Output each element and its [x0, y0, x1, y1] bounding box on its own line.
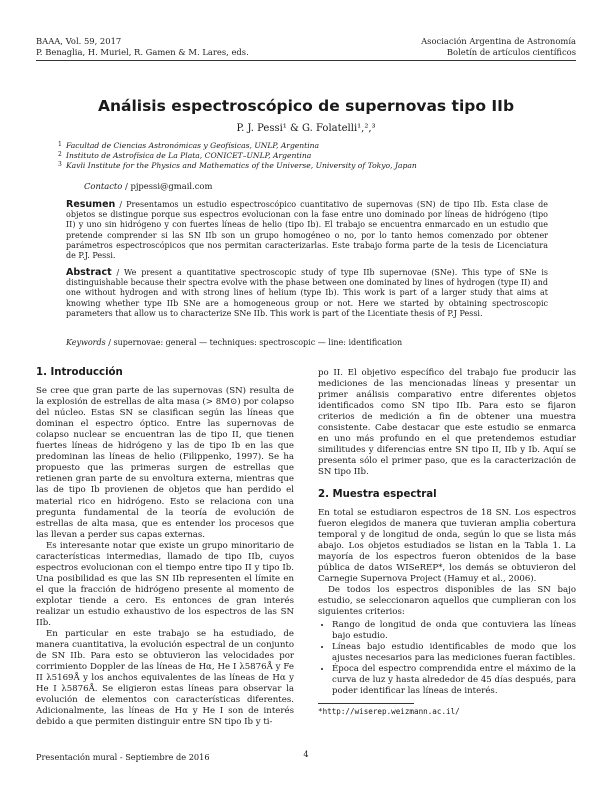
affiliation-1: 1 Facultad de Ciencias Astronómicas y Geofísicas, UNLP, Argentina — [58, 141, 320, 150]
affiliation-2: 2 Instituto de Astrofísica de La Plata, CONICET–UNLP, Argentina — [58, 151, 312, 160]
intro-paragraph-2: Es interesante notar que existe un grupo minoritario de características intermedias, llamado de tipo IIb, cuyos espectros evolucionan con el tiempo entre tipo II y tipo Ib. Una posibilidad es que las SN IIb representen el límite en el que la fracción de hidrógeno presente al momento de explotar tiende a cero. Es entonces de gran interés realizar un estudio exhaustivo de los espectros de las SN IIb. — [36, 540, 294, 629]
intro-paragraph-1: Se cree que gran parte de las supernovas (SN) resulta de la explosión de estrellas de alta masa (> 8M⊙) por colapso del núcleo. Estas SN se clasifican según las líneas que dominan el espectro óptico. Entre las supernovas de colapso nuclear se encuentran las de tipo II, que tienen fuertes líneas de hidrógeno y las de tipo Ib en las que predominan las líneas de helio (Filippenko, 1997). Se ha propuesto que las primeras surgen de estrellas que retienen gran parte de su envoltura externa, mientras que las de tipo Ib provienen de objetos que han perdido el material rico en hidrógeno. Esto se relaciona con una pregunta fundamental de la teoría de evolución de estrellas de alta masa, que es entender los procesos que las llevan a perder sus capas externas. — [36, 386, 294, 540]
criteria-list — [318, 620, 576, 697]
sample-paragraph-2: De todos los espectros disponibles de las SN bajo estudio, se seleccionaron aquellos que cumplieran con los siguientes criterios: — [318, 584, 576, 617]
section-1-heading: 1. Introducción — [36, 367, 123, 378]
abstract: Abstract / We present a quantitative spectroscopic study of type IIb supernovae (SNe). This type of SNe is distinguishable because their spectra evolve with the phase between one dominated by lines of hydrogen (type II) and one without hydrogen and with strong lines of helium (type Ib). This work is part of a larger study that aims at knowing whether type IIb SNe are a homogeneous group or not. Here we started by obtaining spectroscopic parameters that allow us to characterize SNe IIb. This work is part of the Licentiate thesis of P.J Pessi. — [66, 267, 548, 318]
header-rule — [36, 60, 576, 61]
list-item: • Época del espectro comprendida entre el máximo de la curva de luz y hasta alrededor de 45 días después, para poder identificar las líneas de interés. — [332, 664, 576, 697]
paper-authors: P. J. Pessi¹ & G. Folatelli¹,²,³ — [236, 123, 376, 134]
list-item: • Rango de longitud de onda que contuviera las líneas bajo estudio. — [332, 620, 576, 642]
sample-paragraph-1: En total se estudiaron espectros de 18 SN. Los espectros fueron elegidos de manera que tuvieran amplia cobertura temporal y de longitud de onda, según lo que se lista más abajo. Los objetos estudiados se listan en la Tabla 1. La mayoría de los espectros fueron obtenidos de la base pública de datos WISeREP*, los demás se obtuvieron del Carnegie Supernova Project (Hamuy et al., 2006). — [318, 507, 576, 584]
intro-paragraph-3: En particular en este trabajo se ha estudiado, de manera cuantitativa, la evolución espectral de un conjunto de SN IIb. Para esto se obtuvieron las velocidades por corrimiento Doppler de las líneas de Hα, He I λ5876Å y Fe II λ5169Å y los anchos equivalentes de las líneas de Hα y He I λ5876Å. Se eligieron estas líneas para observar la evolución de elementos con características diferentes. Adicionalmente, las líneas de Hα y He I son de interés debido a que permiten distinguir entre SN tipo Ib y ti- — [36, 629, 294, 728]
page-number: 4 — [303, 749, 309, 759]
column-right — [318, 368, 576, 717]
footnote-rule — [318, 703, 414, 704]
list-item: • Líneas bajo estudio identificables de modo que los ajustes necesarios para las mediciones fueran factibles. — [332, 642, 576, 664]
affiliation-3: 3 Kavli Institute for the Physics and Mathematics of the Universe, University of Tokyo, Japan — [58, 161, 417, 170]
intro-paragraph-4: po II. El objetivo específico del trabajo fue producir las mediciones de las mencionadas líneas y presentar un primer análisis comparativo entre diferentes objetos identificados como SN tipo IIb. Para esto se fijaron criterios de medición a fin de obtener una muestra consistente. Cabe destacar que este estudio se enmarca en uno más profundo en el que pretendemos estudiar similitudes y diferencias entre SN tipo II, IIb y Ib. Aquí se presenta sólo el primer paso, que es la caracterización de SN tipo IIb. — [318, 368, 576, 478]
journal-volume: BAAA, Vol. 59, 2017 — [36, 36, 122, 46]
association-name: Asociación Argentina de Astronomía — [421, 36, 576, 46]
footer-text: Presentación mural - Septiembre de 2016 — [36, 752, 210, 762]
bulletin-name: Boletín de artículos científicos — [446, 47, 576, 57]
column-left — [36, 367, 294, 729]
keywords: Keywords / supernovae: general — techniques: spectroscopic — line: identification — [66, 338, 403, 347]
contact-email[interactable]: pjpessi@gmail.com — [130, 181, 213, 191]
section-2-heading: 2. Muestra espectral — [318, 489, 437, 501]
footnote-url[interactable]: *http://wiserep.weizmann.ac.il/ — [318, 707, 460, 717]
paper-title: Análisis espectroscópico de supernovas tipo IIb — [97, 97, 515, 115]
journal-editors: P. Benaglia, H. Muriel, R. Gamen & M. Lares, eds. — [36, 47, 249, 57]
resumen: Resumen / Presentamos un estudio espectroscópico cuantitativo de supernovas (SN) de tipo IIb. Esta clase de objetos se distingue porque sus espectros evolucionan con la fase entre uno dominado por líneas de hidrógeno (tipo II) y uno sin hidrógeno y con fuertes líneas de helio (tipo Ib). El trabajo se encuentra enmarcado en un estudio que pretende comprender si las SN IIb son un grupo homogéneo o no, por lo tanto hemos comenzado por obtener parámetros espectroscópicos que nos permitan caracterizarlas. Este trabajo forma parte de la tesis de Licenciatura de P.J. Pessi. — [66, 199, 548, 261]
contact: Contacto / pjpessi@gmail.com — [84, 181, 213, 191]
